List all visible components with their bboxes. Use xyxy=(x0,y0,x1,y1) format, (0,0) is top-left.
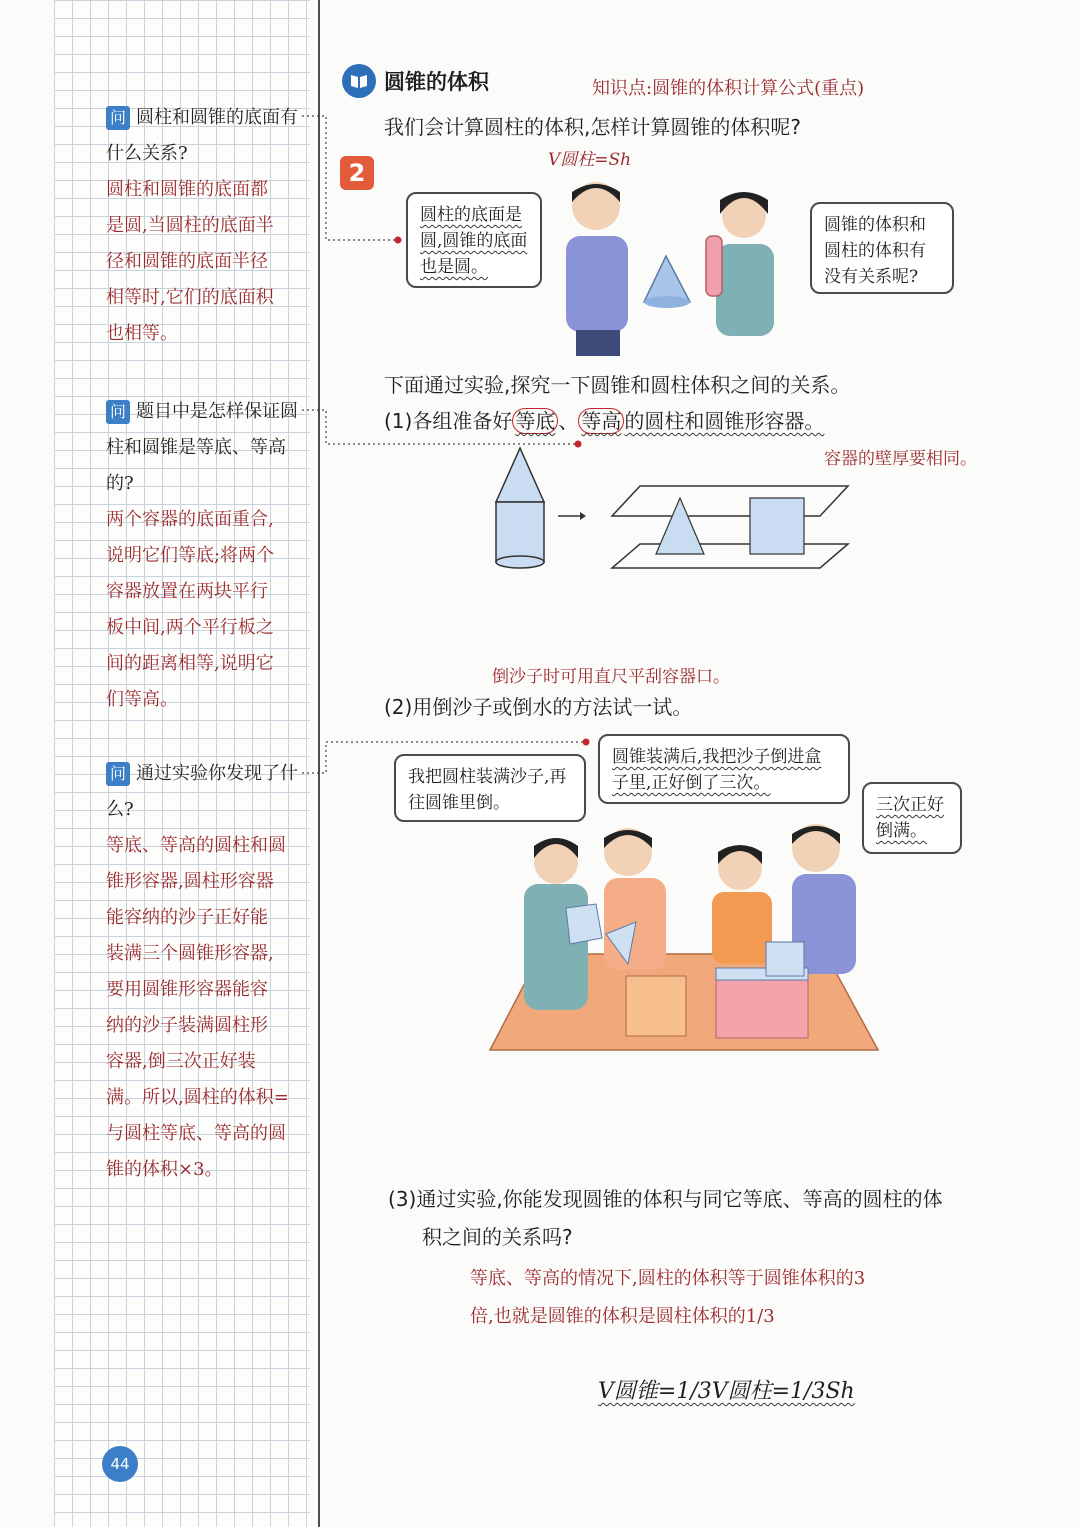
answer-line: 径和圆锥的底面半径 xyxy=(106,251,268,272)
bubble-text: 我把圆柱装满沙子,再往圆锥里倒。 xyxy=(408,767,567,813)
side-question-2: 题目中是怎样保证圆柱和圆锥是等底、等高的? xyxy=(106,401,298,494)
formula-hint: V圆柱=Sh xyxy=(548,150,632,170)
answer-fraction: 1/3 xyxy=(745,1306,775,1327)
side-note-1 xyxy=(106,100,306,352)
answer-line2-text: 倍,也就是圆锥的体积是圆柱体积的 xyxy=(470,1306,746,1327)
side-question-3: 通过实验你发现了什么? xyxy=(106,763,298,820)
step1-separator: 、 xyxy=(558,409,579,433)
speech-bubble-girl xyxy=(810,202,954,294)
answer-line: 板中间,两个平行板之 xyxy=(106,617,274,638)
answer-line: 圆柱和圆锥的底面都 xyxy=(106,179,268,200)
answer-line: 锥的体积×3。 xyxy=(106,1159,223,1180)
side-note-2 xyxy=(106,394,306,718)
section-question: 我们会计算圆柱的体积,怎样计算圆锥的体积呢? xyxy=(384,115,801,139)
answer-line: 间的距离相等,说明它 xyxy=(106,653,274,674)
answer-line1: 等底、等高的情况下,圆柱的体积等于圆锥体积的3 xyxy=(470,1268,866,1289)
answer-line: 能容纳的沙子正好能 xyxy=(106,907,268,928)
answer-line: 与圆柱等底、等高的圆 xyxy=(106,1123,286,1144)
speech-bubble-boy xyxy=(406,192,542,288)
side-answer-3 xyxy=(106,828,306,1188)
cone-volume-formula: V圆锥=1/3V圆柱=1/3Sh xyxy=(598,1379,855,1404)
equal-height-label: 等高 xyxy=(578,408,624,434)
bubble-text: 圆柱的底面是圆,圆锥的底面也是圆。 xyxy=(420,205,528,277)
answer-line: 两个容器的底面重合, xyxy=(106,509,274,530)
kids-experiment-illustration xyxy=(486,818,886,1054)
side-answer-1 xyxy=(106,172,306,352)
answer-line: 容器,倒三次正好装 xyxy=(106,1051,256,1072)
answer-line: 是圆,当圆柱的底面半 xyxy=(106,215,274,236)
step2-text: (2)用倒沙子或倒水的方法试一试。 xyxy=(384,695,693,719)
side-note-3 xyxy=(106,756,306,1188)
question-badge: 问 xyxy=(106,762,130,786)
step3-line2: 积之间的关系吗? xyxy=(422,1225,573,1249)
step1-suffix: 的圆柱和圆锥形容器。 xyxy=(624,409,825,433)
step3-line1: (3)通过实验,你能发现圆锥的体积与同它等底、等高的圆柱的体 xyxy=(388,1187,943,1211)
answer-line: 也相等。 xyxy=(106,323,178,344)
question-badge: 问 xyxy=(106,106,130,130)
bubble-text: 圆锥装满后,我把沙子倒进盒子里,正好倒了三次。 xyxy=(612,747,822,793)
experiment-intro: 下面通过实验,探究一下圆锥和圆柱体积之间的关系。 xyxy=(384,373,851,397)
answer-line: 们等高。 xyxy=(106,689,178,710)
book-icon xyxy=(342,64,376,98)
answer-line: 装满三个圆锥形容器, xyxy=(106,943,274,964)
speech-bubble-mid-kid xyxy=(598,734,850,804)
question-badge: 问 xyxy=(106,400,130,424)
bubble-text: 圆锥的体积和圆柱的体积有没有关系呢? xyxy=(824,215,926,287)
side-answer-2 xyxy=(106,502,306,718)
answer-line: 纳的沙子装满圆柱形 xyxy=(106,1015,268,1036)
kids-illustration-top xyxy=(548,176,808,356)
step1-text xyxy=(384,406,824,436)
knowledge-point-note: 知识点:圆锥的体积计算公式(重点) xyxy=(592,78,865,99)
section-title: 圆锥的体积 xyxy=(384,70,489,94)
side-question-1: 圆柱和圆锥的底面有什么关系? xyxy=(106,107,298,164)
sand-leveling-note: 倒沙子时可用直尺平刮容器口。 xyxy=(492,667,730,687)
cone-cylinder-diagram xyxy=(490,446,860,572)
answer-line2 xyxy=(470,1302,775,1328)
answer-line: 相等时,它们的底面积 xyxy=(106,287,274,308)
answer-line: 锥形容器,圆柱形容器 xyxy=(106,871,274,892)
step1-prefix: (1)各组准备好 xyxy=(384,409,513,433)
answer-line: 说明它们等底;将两个 xyxy=(106,545,275,566)
answer-line: 容器放置在两块平行 xyxy=(106,581,268,602)
example-number: 2 xyxy=(340,156,374,190)
equal-base-label: 等底 xyxy=(512,408,558,434)
speech-bubble-left-kid xyxy=(394,754,586,822)
wall-thickness-note: 容器的壁厚要相同。 xyxy=(824,449,977,469)
page-number: 44 xyxy=(102,1446,138,1482)
answer-line: 等底、等高的圆柱和圆 xyxy=(106,835,286,856)
answer-line: 要用圆锥形容器能容 xyxy=(106,979,268,1000)
answer-line: 满。所以,圆柱的体积= xyxy=(106,1087,289,1108)
bubble-text: 三次正好倒满。 xyxy=(876,795,944,841)
